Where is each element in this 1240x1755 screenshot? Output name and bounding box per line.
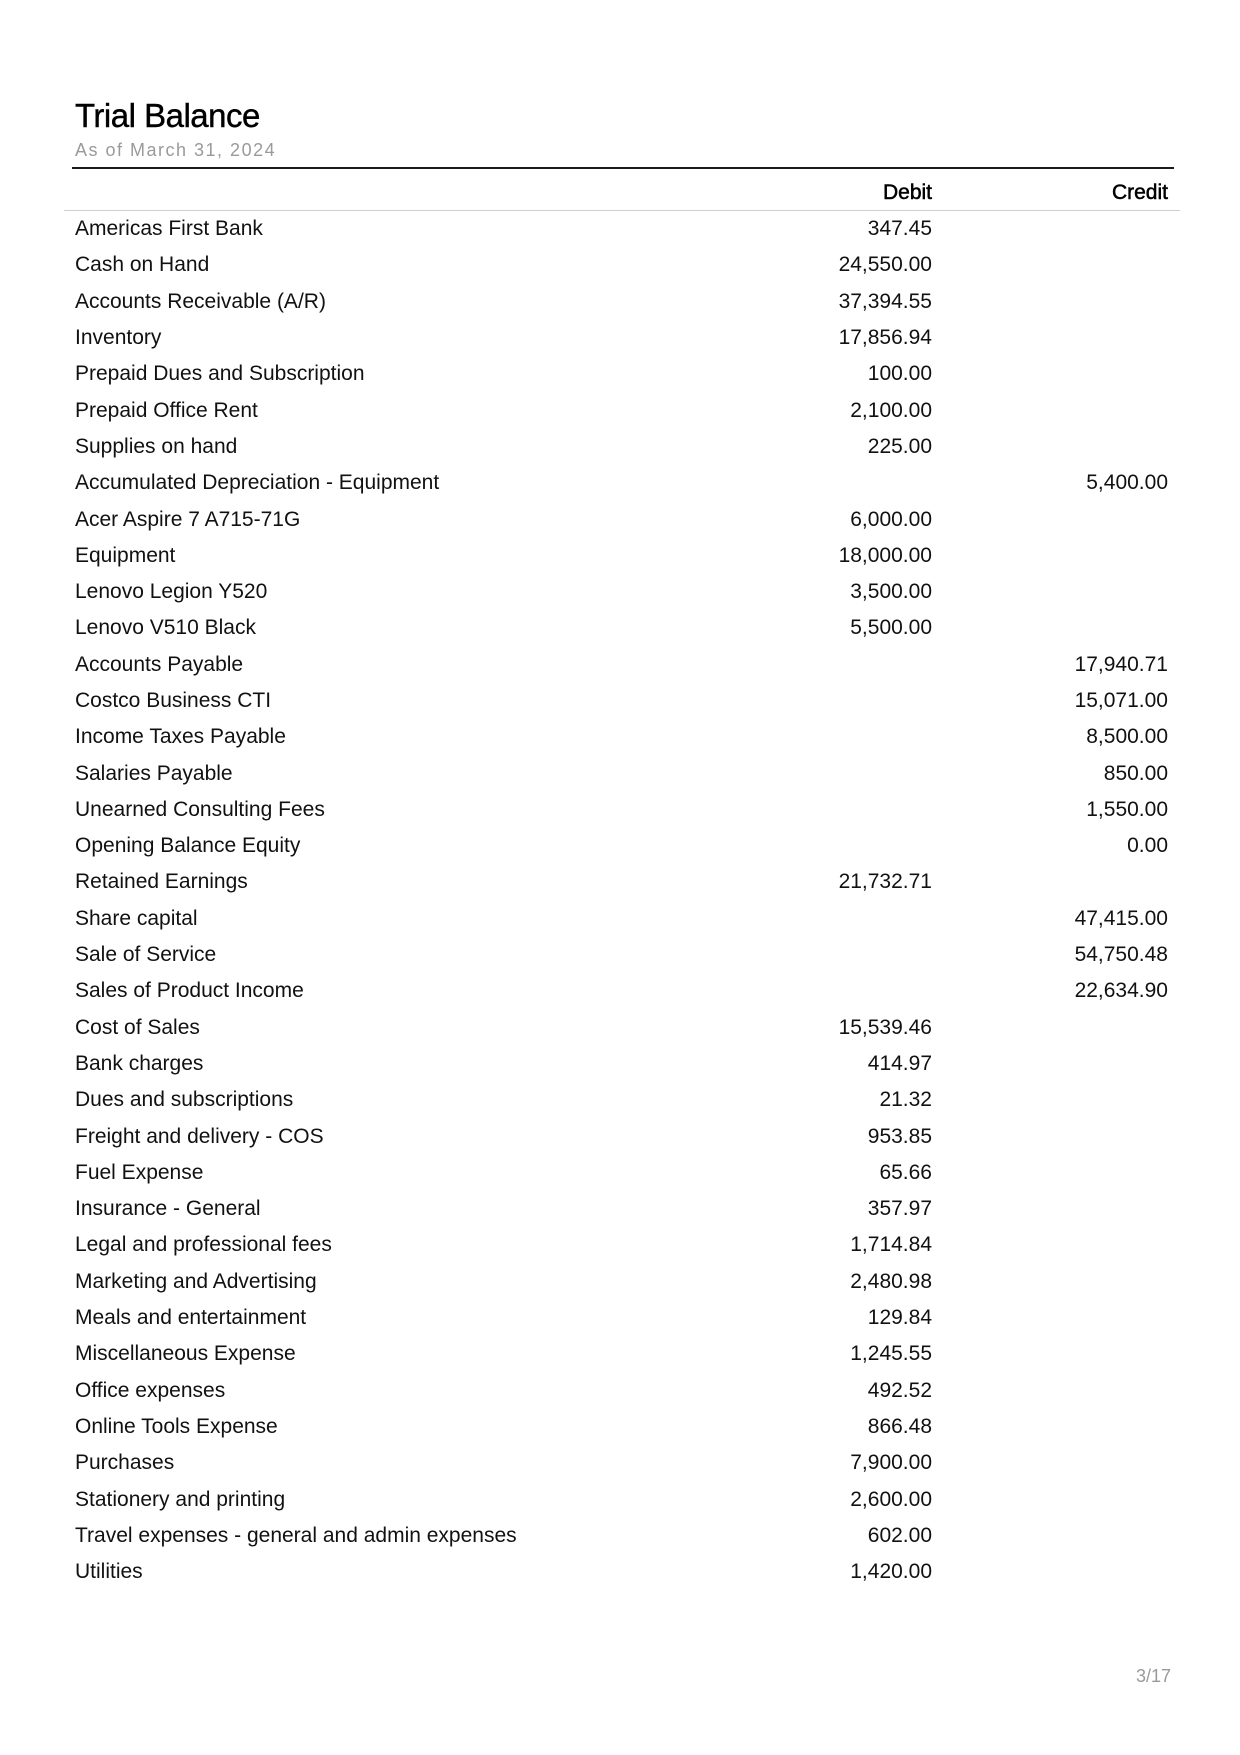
account-name: Marketing and Advertising <box>75 1269 317 1293</box>
debit-amount: 5,500.00 <box>850 616 932 640</box>
credit-amount <box>944 320 1180 356</box>
debit-amount: 100.00 <box>867 362 932 386</box>
table-row <box>64 719 1180 755</box>
table-row <box>64 465 1180 501</box>
table-row <box>64 755 1180 791</box>
debit-amount: 6,000.00 <box>850 507 932 531</box>
debit-amount: 602.00 <box>867 1523 932 1547</box>
table-row <box>64 1481 1180 1517</box>
debit-amount: 21,732.71 <box>838 870 932 894</box>
account-name: Retained Earnings <box>75 870 248 894</box>
debit-amount: 129.84 <box>867 1306 932 1330</box>
account-name: Opening Balance Equity <box>75 834 301 858</box>
account-name: Costco Business CTI <box>75 689 272 712</box>
account-name: Supplies on hand <box>75 434 238 458</box>
debit-amount <box>744 792 944 828</box>
table-row <box>64 574 1180 610</box>
debit-amount: 7,900.00 <box>850 1451 932 1475</box>
account-column-header <box>64 170 744 211</box>
debit-amount: 2,600.00 <box>850 1487 932 1511</box>
debit-amount: 37,394.55 <box>838 289 932 313</box>
credit-amount <box>944 1264 1180 1300</box>
account-name: Cost of Sales <box>75 1015 200 1039</box>
credit-amount <box>944 610 1180 646</box>
debit-amount: 3,500.00 <box>850 580 932 604</box>
account-name: Prepaid Office Rent <box>75 398 258 422</box>
table-row <box>64 392 1180 428</box>
credit-amount: 1,550.00 <box>1086 797 1168 821</box>
report-title: Trial Balance <box>75 97 260 134</box>
debit-amount <box>744 465 944 501</box>
trial-balance-rows <box>64 211 1180 1591</box>
account-name: Cash on Hand <box>75 253 210 277</box>
account-name: Unearned Consulting Fees <box>75 797 325 821</box>
debit-amount <box>744 647 944 683</box>
table-row <box>64 1046 1180 1082</box>
account-name: Lenovo Legion Y520 <box>75 580 268 604</box>
credit-amount <box>944 247 1180 283</box>
account-name: Inventory <box>75 326 162 350</box>
debit-amount: 492.52 <box>867 1378 932 1402</box>
trial-balance-table <box>64 170 1180 1590</box>
account-name: Utilities <box>75 1560 143 1584</box>
debit-amount: 1,245.55 <box>850 1342 932 1366</box>
credit-amount <box>944 1155 1180 1191</box>
account-name: Stationery and printing <box>75 1487 286 1511</box>
account-name: Equipment <box>75 543 176 567</box>
table-row <box>64 1191 1180 1227</box>
debit-column-header: Debit <box>744 170 944 211</box>
credit-amount: 5,400.00 <box>1086 471 1168 495</box>
credit-amount <box>944 864 1180 900</box>
debit-amount: 21.32 <box>879 1088 932 1112</box>
account-name: Miscellaneous Expense <box>75 1342 296 1366</box>
credit-amount: 15,071.00 <box>1074 689 1168 712</box>
debit-amount <box>744 828 944 864</box>
account-name: Travel expenses - general and admin expenses <box>75 1523 517 1547</box>
table-row <box>64 356 1180 392</box>
table-row <box>64 429 1180 465</box>
account-name: Online Tools Expense <box>75 1414 278 1438</box>
table-row <box>64 1554 1180 1590</box>
account-name: Bank charges <box>75 1051 204 1075</box>
table-row <box>64 501 1180 537</box>
account-name: Sales of Product Income <box>75 979 304 1003</box>
account-name: Accounts Receivable (A/R) <box>75 289 326 313</box>
account-name: Prepaid Dues and Subscription <box>75 362 365 386</box>
table-row <box>64 284 1180 320</box>
debit-amount: 17,856.94 <box>838 326 932 350</box>
credit-amount: 22,634.90 <box>1074 979 1168 1003</box>
credit-amount <box>944 211 1180 248</box>
debit-amount: 866.48 <box>867 1414 932 1438</box>
header-divider <box>72 167 1174 169</box>
table-row <box>64 864 1180 900</box>
table-row <box>64 247 1180 283</box>
credit-amount <box>944 1373 1180 1409</box>
table-row <box>64 610 1180 646</box>
debit-amount <box>744 901 944 937</box>
table-row <box>64 792 1180 828</box>
debit-amount: 15,539.46 <box>838 1015 932 1039</box>
credit-amount <box>944 356 1180 392</box>
table-row <box>64 1373 1180 1409</box>
table-row <box>64 1155 1180 1191</box>
credit-amount <box>944 1191 1180 1227</box>
table-row <box>64 1264 1180 1300</box>
debit-amount <box>744 755 944 791</box>
debit-amount <box>744 683 944 719</box>
credit-amount <box>944 1227 1180 1263</box>
credit-amount: 8,500.00 <box>1086 725 1168 749</box>
credit-amount: 54,750.48 <box>1074 943 1168 967</box>
account-name: Accounts Payable <box>75 652 244 676</box>
report-subtitle: As of March 31, 2024 <box>75 140 277 160</box>
credit-amount: 0.00 <box>1127 834 1168 858</box>
credit-amount: 17,940.71 <box>1074 652 1168 676</box>
account-name: Salaries Payable <box>75 761 233 785</box>
table-row <box>64 828 1180 864</box>
table-row <box>64 1082 1180 1118</box>
table-row <box>64 1336 1180 1372</box>
table-row <box>64 647 1180 683</box>
debit-amount: 2,480.98 <box>850 1269 932 1293</box>
debit-amount: 347.45 <box>867 217 932 241</box>
account-name: Office expenses <box>75 1378 226 1402</box>
table-row <box>64 1300 1180 1336</box>
table-row <box>64 211 1180 248</box>
debit-amount <box>744 973 944 1009</box>
credit-amount <box>944 1300 1180 1336</box>
account-name: Share capital <box>75 906 198 930</box>
account-name: Lenovo V510 Black <box>75 616 256 640</box>
table-row <box>64 973 1180 1009</box>
debit-amount: 357.97 <box>867 1197 932 1221</box>
credit-amount <box>944 429 1180 465</box>
debit-amount: 225.00 <box>867 434 932 458</box>
debit-amount: 953.85 <box>867 1124 932 1148</box>
table-row <box>64 320 1180 356</box>
debit-amount: 2,100.00 <box>850 398 932 422</box>
table-row <box>64 1518 1180 1554</box>
credit-amount <box>944 392 1180 428</box>
table-row <box>64 683 1180 719</box>
debit-amount: 24,550.00 <box>838 253 932 277</box>
account-name: Dues and subscriptions <box>75 1088 294 1112</box>
account-name: Freight and delivery - COS <box>75 1124 324 1148</box>
table-row <box>64 937 1180 973</box>
credit-amount: 850.00 <box>1103 761 1168 785</box>
debit-amount <box>744 719 944 755</box>
credit-amount <box>944 1554 1180 1590</box>
account-name: Income Taxes Payable <box>75 725 286 749</box>
credit-amount <box>944 1481 1180 1517</box>
report-header <box>75 94 1173 162</box>
credit-amount: 47,415.00 <box>1074 906 1168 930</box>
credit-amount <box>944 284 1180 320</box>
debit-amount: 1,420.00 <box>850 1560 932 1584</box>
debit-amount: 65.66 <box>879 1160 932 1184</box>
account-name: Purchases <box>75 1451 175 1475</box>
credit-amount <box>944 1082 1180 1118</box>
credit-amount <box>944 574 1180 610</box>
table-row <box>64 1409 1180 1445</box>
credit-amount <box>944 1046 1180 1082</box>
table-row <box>64 1227 1180 1263</box>
table-row <box>64 1010 1180 1046</box>
credit-amount <box>944 501 1180 537</box>
account-name: Accumulated Depreciation - Equipment <box>75 471 440 495</box>
account-name: Americas First Bank <box>75 217 263 241</box>
account-name: Fuel Expense <box>75 1160 204 1184</box>
credit-amount <box>944 1336 1180 1372</box>
credit-amount <box>944 1518 1180 1554</box>
debit-amount: 18,000.00 <box>838 543 932 567</box>
table-row <box>64 1445 1180 1481</box>
credit-amount <box>944 1118 1180 1154</box>
debit-amount: 414.97 <box>867 1051 932 1075</box>
account-name: Insurance - General <box>75 1197 261 1221</box>
table-row <box>64 1118 1180 1154</box>
debit-amount: 1,714.84 <box>850 1233 932 1257</box>
page-number: 3/17 <box>1135 1666 1171 1686</box>
credit-amount <box>944 1445 1180 1481</box>
credit-amount <box>944 538 1180 574</box>
table-header-row <box>64 170 1180 211</box>
table-row <box>64 901 1180 937</box>
account-name: Acer Aspire 7 A715-71G <box>75 507 301 531</box>
credit-column-header: Credit <box>944 170 1180 211</box>
credit-amount <box>944 1409 1180 1445</box>
account-name: Legal and professional fees <box>75 1233 332 1257</box>
debit-amount <box>744 937 944 973</box>
table-row <box>64 538 1180 574</box>
credit-amount <box>944 1010 1180 1046</box>
account-name: Meals and entertainment <box>75 1306 307 1330</box>
account-name: Sale of Service <box>75 943 217 967</box>
